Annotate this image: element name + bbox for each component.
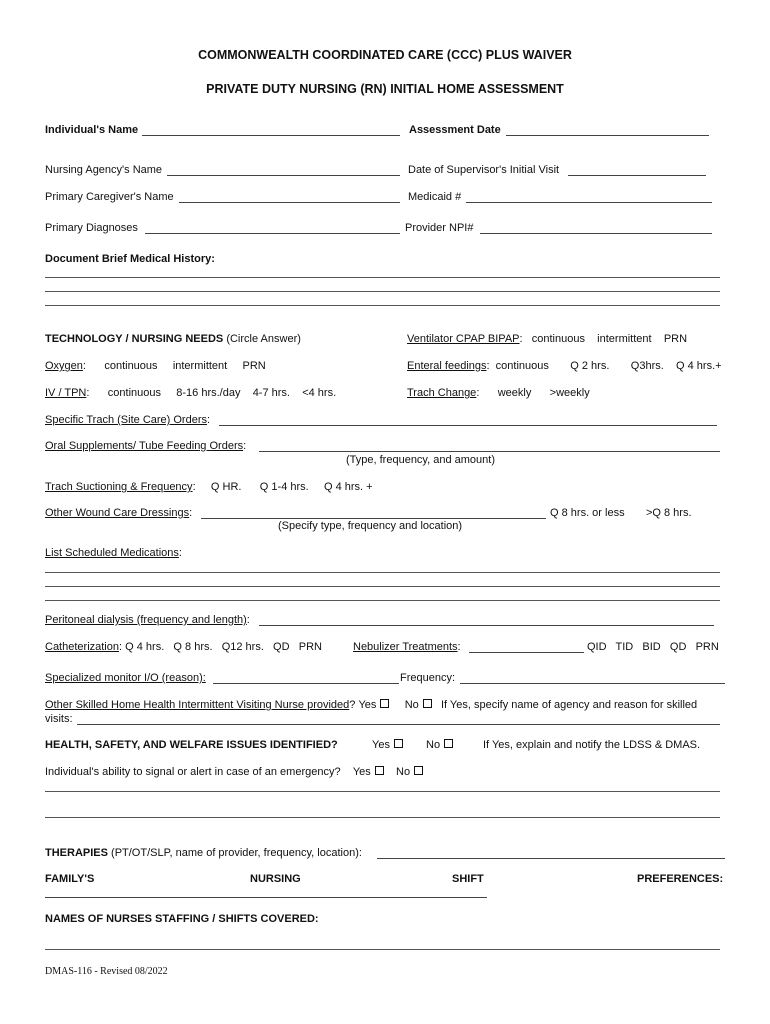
ventilator-row bbox=[407, 333, 687, 345]
peritoneal-label: Peritoneal dialysis (frequency and length) bbox=[45, 614, 247, 626]
peritoneal-field[interactable] bbox=[259, 625, 714, 626]
ventilator-colon: : bbox=[519, 333, 532, 345]
wound-note: (Specify type, frequency and location) bbox=[278, 520, 463, 532]
enteral-options[interactable]: continuous Q 2 hrs. Q3hrs. Q 4 hrs.+ bbox=[495, 360, 722, 372]
medical-history-line[interactable] bbox=[45, 305, 720, 306]
trach-suction-row bbox=[45, 481, 373, 493]
family-label: FAMILY'S bbox=[45, 873, 95, 885]
trach-site-field[interactable] bbox=[219, 425, 717, 426]
trach-suction-colon: : bbox=[192, 481, 211, 493]
provider-npi-field[interactable] bbox=[480, 233, 712, 234]
monitor-frequency-label: Frequency: bbox=[400, 672, 456, 684]
tech-heading bbox=[45, 333, 301, 345]
skilled-yes-checkbox[interactable] bbox=[380, 699, 389, 708]
oxygen-row bbox=[45, 360, 266, 372]
provider-npi-label: Provider NPI# bbox=[405, 222, 474, 234]
individual-name-label: Individual's Name bbox=[45, 124, 139, 136]
trach-site-colon: : bbox=[207, 414, 211, 426]
nebulizer-options[interactable]: QID TID BID QD PRN bbox=[587, 641, 719, 653]
medicaid-field[interactable] bbox=[466, 202, 712, 203]
iv-colon: : bbox=[86, 387, 108, 399]
skilled-visits-label: visits: bbox=[45, 713, 73, 725]
nursing-label: NURSING bbox=[250, 873, 301, 885]
therapies-field[interactable] bbox=[377, 858, 725, 859]
oxygen-label: Oxygen bbox=[45, 360, 83, 372]
medications-line[interactable] bbox=[45, 586, 720, 587]
skilled-qmark: ? bbox=[349, 699, 359, 711]
oral-supplements-note: (Type, frequency, and amount) bbox=[346, 454, 495, 466]
skilled-explain: If Yes, specify name of agency and reason for skilled bbox=[440, 699, 698, 711]
assessment-date-label: Assessment Date bbox=[409, 124, 501, 136]
monitor-field[interactable] bbox=[213, 683, 399, 684]
trach-change-colon: : bbox=[476, 387, 498, 399]
preferences-label: PREFERENCES: bbox=[637, 873, 724, 885]
therapies-row bbox=[45, 847, 362, 859]
medications-row bbox=[45, 547, 182, 559]
wound-label: Other Wound Care Dressings bbox=[45, 507, 190, 519]
trach-change-row bbox=[407, 387, 590, 399]
iv-row bbox=[45, 387, 336, 399]
emergency-label: Individual's ability to signal or alert in case of an emergency? bbox=[45, 766, 341, 778]
therapies-rest: (PT/OT/SLP, name of provider, frequency, location): bbox=[111, 847, 362, 859]
oral-supplements-label: Oral Supplements/ Tube Feeding Orders bbox=[45, 440, 244, 452]
oral-supplements-field[interactable] bbox=[259, 451, 720, 452]
emergency-line[interactable] bbox=[45, 817, 720, 818]
family-preferences-field[interactable] bbox=[45, 897, 487, 898]
oxygen-colon: : bbox=[82, 360, 105, 372]
shift-label: SHIFT bbox=[452, 873, 484, 885]
primary-diagnoses-label: Primary Diagnoses bbox=[45, 222, 138, 234]
hsw-yes-checkbox[interactable] bbox=[394, 739, 403, 748]
nebulizer-field[interactable] bbox=[469, 652, 584, 653]
oral-supplements-colon: : bbox=[243, 440, 247, 452]
trach-change-label: Trach Change bbox=[407, 387, 477, 399]
monitor-frequency-field[interactable] bbox=[460, 683, 725, 684]
enteral-colon: : bbox=[486, 360, 496, 372]
supervisor-visit-label: Date of Supervisor's Initial Visit bbox=[408, 164, 560, 176]
peritoneal-colon: : bbox=[246, 614, 250, 626]
assessment-date-field[interactable] bbox=[506, 135, 709, 136]
skilled-label: Other Skilled Home Health Intermittent Visiting Nurse provided bbox=[45, 699, 350, 711]
skilled-no: No bbox=[404, 699, 419, 711]
medications-label: List Scheduled Medications bbox=[45, 547, 179, 559]
wound-field[interactable] bbox=[201, 518, 546, 519]
cath-row bbox=[45, 641, 322, 653]
medical-history-label: Document Brief Medical History: bbox=[45, 253, 215, 265]
wound-colon: : bbox=[189, 507, 193, 519]
skilled-visits-field[interactable] bbox=[77, 724, 720, 725]
therapies-bold: THERAPIES bbox=[45, 847, 108, 859]
tech-heading-note: (Circle Answer) bbox=[226, 333, 301, 345]
enteral-row bbox=[407, 360, 722, 372]
primary-caregiver-label: Primary Caregiver's Name bbox=[45, 191, 174, 203]
primary-diagnoses-field[interactable] bbox=[145, 233, 400, 234]
trach-suction-label: Trach Suctioning & Frequency bbox=[45, 481, 193, 493]
supervisor-visit-field[interactable] bbox=[568, 175, 706, 176]
trach-site-label: Specific Trach (Site Care) Orders bbox=[45, 414, 207, 426]
emergency-row bbox=[45, 766, 423, 778]
skilled-no-checkbox[interactable] bbox=[423, 699, 432, 708]
primary-caregiver-field[interactable] bbox=[179, 202, 400, 203]
emergency-yes-checkbox[interactable] bbox=[375, 766, 384, 775]
cath-options[interactable]: Q 4 hrs. Q 8 hrs. Q12 hrs. QD PRN bbox=[125, 641, 322, 653]
iv-options[interactable]: continuous 8-16 hrs./day 4-7 hrs. <4 hrs. bbox=[107, 387, 337, 399]
individual-name-field[interactable] bbox=[142, 135, 400, 136]
nursing-agency-field[interactable] bbox=[167, 175, 400, 176]
nebulizer-label: Nebulizer Treatments bbox=[353, 641, 458, 653]
form-title: COMMONWEALTH COORDINATED CARE (CCC) PLUS WAIVER bbox=[198, 48, 572, 62]
monitor-label: Specialized monitor I/O (reason): bbox=[45, 672, 206, 684]
hsw-yes: Yes bbox=[372, 739, 390, 751]
hsw-label: HEALTH, SAFETY, AND WELFARE ISSUES IDENTIFIED? bbox=[45, 739, 338, 751]
medications-line[interactable] bbox=[45, 600, 720, 601]
medical-history-line[interactable] bbox=[45, 277, 720, 278]
medications-colon: : bbox=[178, 547, 182, 559]
emergency-no: No bbox=[396, 766, 411, 778]
trach-change-options[interactable]: weekly >weekly bbox=[497, 387, 590, 399]
wound-options[interactable]: Q 8 hrs. or less >Q 8 hrs. bbox=[550, 507, 692, 519]
medicaid-label: Medicaid # bbox=[408, 191, 462, 203]
skilled-yes: Yes bbox=[358, 699, 377, 711]
nurses-staffing-label: NAMES OF NURSES STAFFING / SHIFTS COVERED: bbox=[45, 913, 319, 925]
emergency-line[interactable] bbox=[45, 791, 720, 792]
trach-site-row bbox=[45, 414, 210, 426]
emergency-no-checkbox[interactable] bbox=[414, 766, 423, 775]
hsw-no-checkbox[interactable] bbox=[444, 739, 453, 748]
ventilator-label: Ventilator CPAP BIPAP bbox=[407, 333, 520, 345]
medical-history-line[interactable] bbox=[45, 291, 720, 292]
ventilator-options[interactable]: continuous intermittent PRN bbox=[531, 333, 688, 345]
form-subtitle: PRIVATE DUTY NURSING (RN) INITIAL HOME ASSESSMENT bbox=[206, 82, 564, 96]
cath-label: Catheterization bbox=[45, 641, 119, 653]
nebulizer-colon: : bbox=[457, 641, 461, 653]
medications-line[interactable] bbox=[45, 572, 720, 573]
peritoneal-row bbox=[45, 614, 250, 626]
oxygen-options[interactable]: continuous intermittent PRN bbox=[104, 360, 266, 372]
nurses-staffing-line[interactable] bbox=[45, 949, 720, 950]
tech-heading-bold: TECHNOLOGY / NURSING NEEDS bbox=[45, 333, 224, 345]
nursing-agency-label: Nursing Agency's Name bbox=[45, 164, 163, 176]
hsw-yes-group bbox=[372, 739, 403, 751]
hsw-no: No bbox=[426, 739, 441, 751]
emergency-yes: Yes bbox=[352, 766, 371, 778]
enteral-label: Enteral feedings bbox=[407, 360, 487, 372]
nebulizer-row bbox=[353, 641, 461, 653]
hsw-no-group bbox=[426, 739, 453, 751]
form-footer: DMAS-116 - Revised 08/2022 bbox=[45, 966, 168, 977]
trach-suction-options[interactable]: Q HR. Q 1-4 hrs. Q 4 hrs. + bbox=[210, 481, 373, 493]
cath-colon: : bbox=[119, 641, 126, 653]
iv-label: IV / TPN bbox=[45, 387, 87, 399]
wound-row bbox=[45, 507, 192, 519]
hsw-explain: If Yes, explain and notify the LDSS & DMAS. bbox=[483, 739, 701, 751]
skilled-row bbox=[45, 699, 697, 711]
oral-supplements-row bbox=[45, 440, 246, 452]
